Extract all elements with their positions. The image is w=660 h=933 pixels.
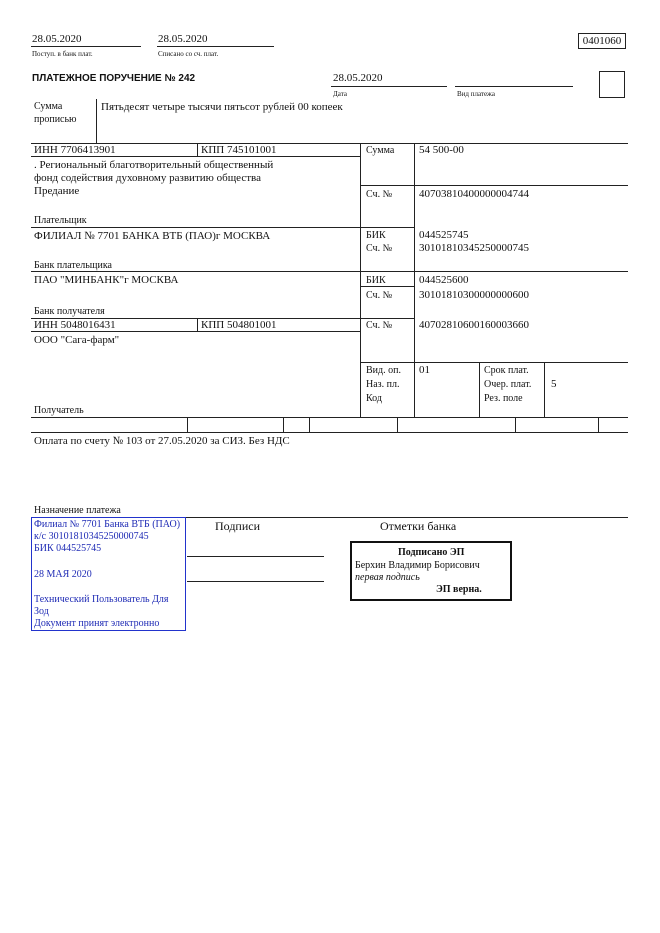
payee-inn: ИНН 5048016431 <box>34 319 116 331</box>
payee-account-label: Сч. № <box>366 320 393 331</box>
esign-role: первая подпись <box>355 572 420 583</box>
payee-name: ООО "Сага-фарм" <box>34 334 120 346</box>
payee-bik-label: БИК <box>366 275 386 286</box>
date-label: Дата <box>333 90 347 98</box>
esign-status: ЭП верна. <box>436 584 482 595</box>
bank-stamp-line2: к/с 30101810345250000745 <box>34 531 149 542</box>
payee-account-value: 40702810600160003660 <box>419 319 529 331</box>
bank-stamp-line1: Филиал № 7701 Банка ВТБ (ПАО) <box>34 519 181 530</box>
payer-bank-account-value: 30101810345250000745 <box>419 242 529 254</box>
payer-account-label: Сч. № <box>366 189 393 200</box>
esign-stamp <box>350 541 512 601</box>
payer-name: . Региональный благотворительный общественный фонд содействия духовному развитию общества Предание <box>34 159 274 197</box>
bank-marks-label: Отметки банка <box>380 519 457 533</box>
debited-date: 28.05.2020 <box>158 33 208 45</box>
payer-kpp: КПП 745101001 <box>201 144 277 156</box>
signatures-label: Подписи <box>215 519 261 533</box>
bank-stamp-user: Технический Пользователь Для Зод <box>34 594 169 617</box>
payer-inn: ИНН 7706413901 <box>34 144 116 156</box>
esign-title: Подписано ЭП <box>398 547 465 558</box>
term-label: Срок плат. <box>484 365 529 376</box>
document-title: ПЛАТЕЖНОЕ ПОРУЧЕНИЕ № 242 <box>32 73 196 84</box>
purpose-text: Оплата по счету № 103 от 27.05.2020 за СИЗ. Без НДС <box>34 435 290 447</box>
payer-bik-label: БИК <box>366 230 386 241</box>
payee-bank-name: ПАО "МИНБАНК"г МОСКВА <box>34 274 179 286</box>
payer-bank-name: ФИЛИАЛ № 7701 БАНКА ВТБ (ПАО)г МОСКВА <box>34 230 271 242</box>
payment-type-label: Вид платежа <box>457 90 496 98</box>
payee-bank-account-label: Сч. № <box>366 290 393 301</box>
debited-label: Списано со сч. плат. <box>158 50 219 58</box>
purpose-label: Назначение платежа <box>34 505 121 516</box>
form-code: 0401060 <box>578 33 626 49</box>
bank-stamp-note: Документ принят электронно <box>34 618 160 629</box>
priority-label: Очер. плат. <box>484 379 532 390</box>
sum-value: 54 500-00 <box>419 144 464 156</box>
amount-words-label-1: Сумма <box>34 101 63 112</box>
bank-stamp <box>31 517 186 631</box>
amount-words-value: Пятьдесят четыре тысячи пятьсот рублей 00 копеек <box>101 101 343 113</box>
sum-label: Сумма <box>366 145 395 156</box>
bank-stamp-date: 28 МАЯ 2020 <box>34 569 92 580</box>
payee-kpp: КПП 504801001 <box>201 319 277 331</box>
reserve-label: Рез. поле <box>484 393 523 404</box>
payee-label: Получатель <box>34 405 84 416</box>
payee-bank-label: Банк получателя <box>34 306 105 317</box>
received-label: Поступ. в банк плат. <box>32 50 93 58</box>
priority-value: 5 <box>551 378 557 390</box>
payer-label: Плательщик <box>34 215 87 226</box>
payee-bik-value: 044525600 <box>419 274 469 286</box>
payee-bank-account-value: 30101810300000000600 <box>419 289 529 301</box>
payer-account-value: 40703810400000004744 <box>419 188 529 200</box>
purpose-code-label: Наз. пл. <box>366 379 400 390</box>
payer-bik-value: 044525745 <box>419 229 469 241</box>
payer-bank-account-label: Сч. № <box>366 243 393 254</box>
code-label: Код <box>366 393 382 404</box>
payer-bank-label: Банк плательщика <box>34 260 112 271</box>
payment-type-box <box>599 71 625 98</box>
received-date: 28.05.2020 <box>32 33 82 45</box>
bank-stamp-line3: БИК 044525745 <box>34 543 102 554</box>
document-date: 28.05.2020 <box>333 72 383 84</box>
esign-signer: Берхин Владимир Борисович <box>355 560 480 571</box>
op-type-label: Вид. оп. <box>366 365 401 376</box>
amount-words-label-2: прописью <box>34 114 77 125</box>
op-type-value: 01 <box>419 364 430 376</box>
